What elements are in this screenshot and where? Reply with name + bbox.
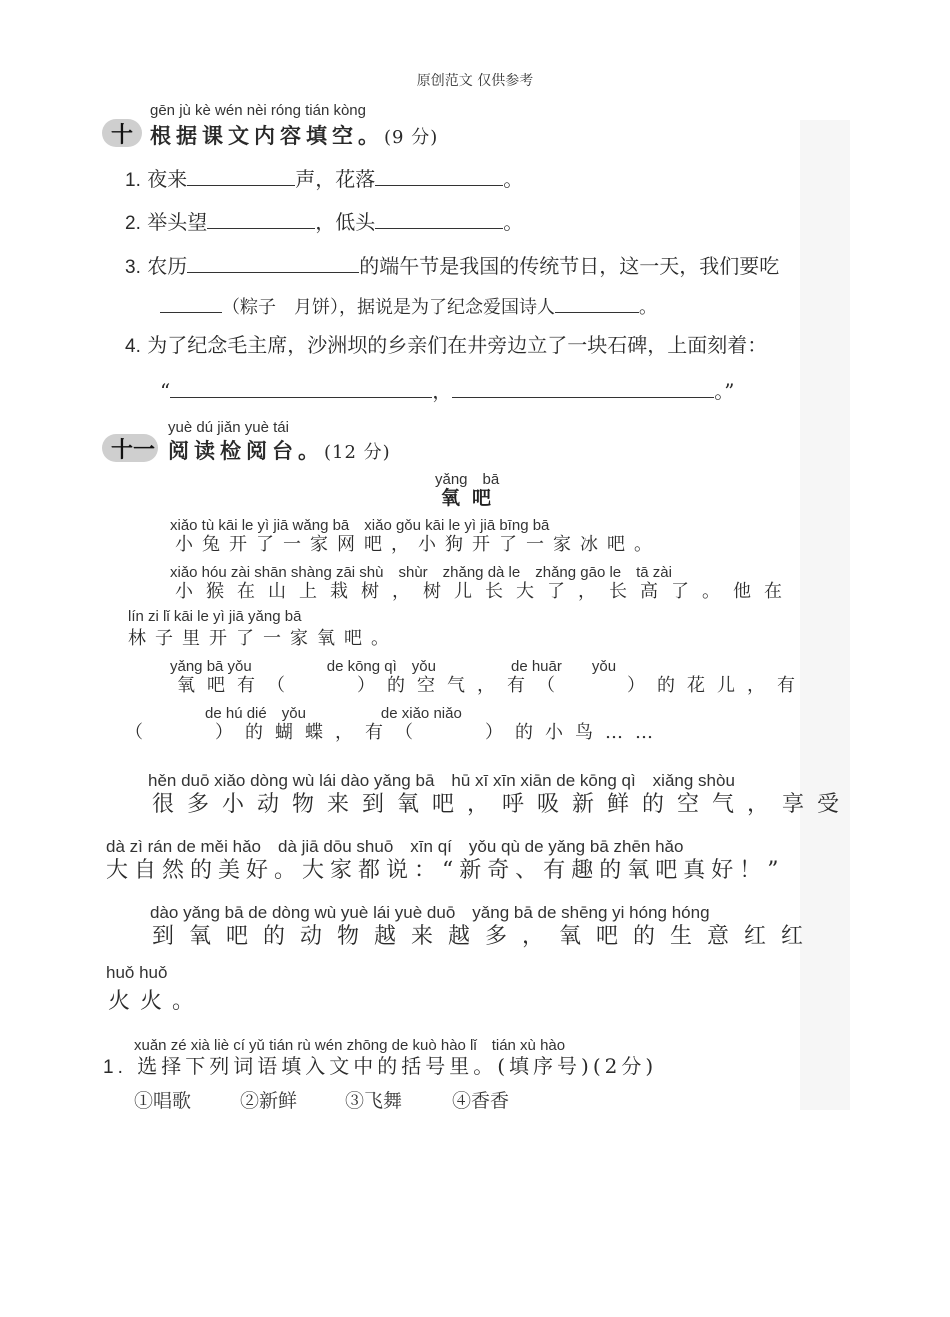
story-line-9-pinyin: huǒ huǒ bbox=[106, 963, 168, 982]
answer-blank[interactable] bbox=[187, 167, 295, 186]
section10-pinyin: gēn jù kè wén nèi róng tián kòng bbox=[150, 102, 366, 119]
question-text: ，低头 bbox=[315, 210, 376, 234]
story-line-2: 小猴在山上栽树，树儿长大了，长高了。他在 bbox=[175, 581, 795, 602]
option-2: ②新鲜 bbox=[240, 1090, 298, 1112]
question-text: 为了纪念毛主席，沙洲坝的乡亲们在井旁边立了一块石碑，上面刻着： bbox=[147, 333, 768, 357]
story-line-4: 氧吧有（ ）的空气，有（ ）的花儿，有 bbox=[177, 675, 807, 696]
question-text: 。 bbox=[503, 210, 524, 234]
s10-question-4 bbox=[125, 329, 767, 358]
section10-title bbox=[150, 120, 438, 150]
story-line-9: 火火。 bbox=[108, 989, 205, 1014]
question-text: 农历 bbox=[147, 254, 188, 278]
question-number: 3. bbox=[125, 257, 141, 278]
s10-question-2 bbox=[125, 206, 523, 235]
quote-open: “ bbox=[160, 379, 171, 403]
question-text: 。 bbox=[503, 167, 524, 191]
story-line-7-pinyin: dà zì rán de měi hǎo dà jiā dōu shuō xīn qí yǒu qù de yǎng bā zhēn hǎo bbox=[106, 837, 684, 856]
answer-blank[interactable] bbox=[170, 379, 432, 398]
story-line-6-pinyin: hěn duō xiǎo dòng wù lái dào yǎng bā hū xī xīn xiān de kōng qì xiǎng shòu bbox=[148, 771, 735, 790]
question-number: 1. bbox=[125, 170, 141, 191]
story-line-3: 林子里开了一家氧吧。 bbox=[128, 628, 398, 649]
story-line-8: 到氧吧的动物越来越多，氧吧的生意红红 bbox=[152, 924, 819, 949]
s10-question-3 bbox=[125, 250, 779, 279]
question-text: 声，花落 bbox=[295, 167, 376, 191]
story-line-7: 大自然的美好。大家都说：“新奇、有趣的氧吧真好！” bbox=[106, 858, 785, 883]
question-number: 4. bbox=[125, 336, 141, 357]
option-1: ①唱歌 bbox=[134, 1090, 192, 1112]
scan-shading bbox=[800, 120, 850, 1110]
story-line-2-pinyin: xiǎo hóu zài shān shàng zāi shù shùr zhǎng dà le zhǎng gāo le tā zài bbox=[170, 564, 672, 581]
section11-pinyin: yuè dú jiǎn yuè tái bbox=[168, 419, 289, 436]
story-line-8-pinyin: dào yǎng bā de dòng wù yuè lái yuè duō yǎng bā de shēng yi hóng hóng bbox=[150, 903, 710, 922]
question-text: 夜来 bbox=[147, 167, 188, 191]
section11-badge-text: 十一 bbox=[111, 438, 156, 463]
option-3: ③飞舞 bbox=[345, 1090, 403, 1112]
story-line-1-pinyin: xiǎo tù kāi le yì jiā wǎng bā xiǎo gǒu kāi le yì jiā bīng bā bbox=[170, 517, 550, 534]
question-number: 1. bbox=[103, 1057, 127, 1078]
story-line-5: （ ）的蝴蝶，有（ ）的小鸟…… bbox=[125, 722, 665, 743]
s11-question-1 bbox=[103, 1050, 657, 1079]
answer-blank[interactable] bbox=[187, 254, 359, 273]
section11-title-text: 阅读检阅台。 bbox=[168, 439, 324, 463]
page-header: 原创范文 仅供参考 bbox=[416, 73, 534, 89]
option-4: ④香香 bbox=[452, 1090, 510, 1112]
quote-comma: ， bbox=[432, 379, 453, 403]
answer-blank[interactable] bbox=[375, 210, 503, 229]
story-title-pinyin: yǎng bā bbox=[435, 471, 500, 488]
answer-blank[interactable] bbox=[452, 379, 714, 398]
answer-blank[interactable] bbox=[207, 210, 315, 229]
question-text: 。 bbox=[639, 297, 657, 318]
story-line-6: 很多小动物来到氧吧，呼吸新鲜的空气，享受 bbox=[152, 792, 853, 817]
answer-blank[interactable] bbox=[160, 294, 222, 313]
answer-blank[interactable] bbox=[375, 167, 503, 186]
s10-question-4-cont bbox=[160, 375, 734, 404]
story-line-5-pinyin: de hú dié yǒu de xiǎo niǎo bbox=[205, 705, 462, 722]
question-number: 2. bbox=[125, 213, 141, 234]
s10-question-3-cont bbox=[160, 293, 657, 319]
story-line-1: 小兔开了一家网吧，小狗开了一家冰吧。 bbox=[175, 534, 661, 555]
section11-title bbox=[168, 435, 391, 465]
story-title: 氧吧 bbox=[441, 487, 504, 509]
section11-score: (12 分) bbox=[324, 442, 391, 463]
quote-close: 。” bbox=[714, 379, 735, 403]
answer-blank[interactable] bbox=[555, 294, 639, 313]
s10-question-1 bbox=[125, 163, 523, 192]
s11-q1-pinyin: xuǎn zé xià liè cí yǔ tián rù wén zhōng de kuò hào lǐ tián xù hào bbox=[134, 1037, 566, 1054]
section10-badge-text: 十 bbox=[111, 123, 134, 148]
question-text: （粽子 月饼），据说是为了纪念爱国诗人 bbox=[222, 297, 555, 318]
story-line-4-pinyin: yǎng bā yǒu de kōng qì yǒu de huār yǒu bbox=[170, 658, 617, 675]
section10-score: (9 分) bbox=[384, 127, 439, 148]
question-text: 举头望 bbox=[147, 210, 208, 234]
section10-title-text: 根据课文内容填空。 bbox=[150, 124, 384, 148]
question-text: 的端午节是我国的传统节日，这一天，我们要吃 bbox=[359, 254, 780, 278]
story-line-3-pinyin: lín zi lǐ kāi le yì jiā yǎng bā bbox=[128, 608, 302, 625]
question-text: 选择下列词语填入文中的括号里。(填序号)(2分) bbox=[137, 1054, 658, 1078]
